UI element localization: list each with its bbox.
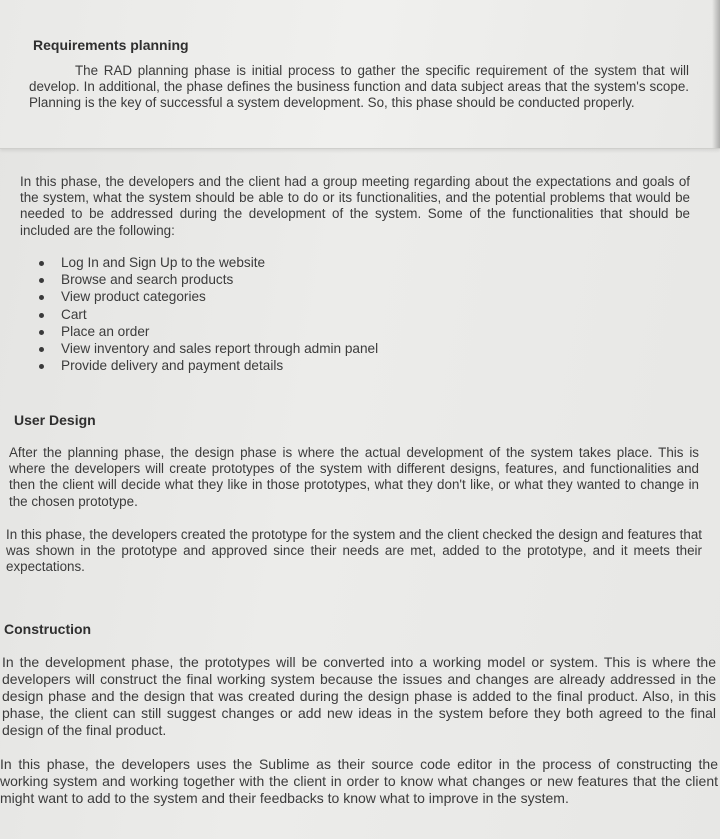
list-item-text: View inventory and sales report through admin panel	[61, 341, 379, 357]
construction-paragraph-2: In this phase, the developers uses the Sublime as their source code editor in the process of constructing the working system and working together with the client in order to know what changes or new features that the client might want to add to the system and their feedbacks to know what to improve in the system.	[0, 756, 718, 806]
list-item	[39, 323, 378, 340]
bullet-icon	[39, 347, 44, 352]
functionalities-list	[39, 254, 378, 374]
user-design-paragraph-2: In this phase, the developers created the prototype for the system and the client checked the design and features that was shown in the prototype and approved since their needs are met, added to the prototype, and it meets their expectations.	[6, 527, 703, 575]
list-item-text: Log In and Sign Up to the website	[61, 255, 266, 270]
bullet-icon	[39, 261, 44, 266]
bullet-icon	[39, 278, 44, 283]
bullet-icon	[39, 364, 44, 369]
user-design-heading: User Design	[14, 412, 96, 428]
requirements-intro-text: The RAD planning phase is initial process to gather the specific requirement of the system that will develop. In additional, the phase defines the business function and data subject areas that the system's scope. Planning is the key of successful a system development. So, this phase should be conducted properly.	[29, 63, 689, 111]
list-item	[39, 254, 378, 271]
list-item	[39, 306, 378, 323]
list-item-text: Place an order	[61, 323, 150, 339]
construction-heading: Construction	[4, 621, 92, 637]
requirements-planning-heading: Requirements planning	[33, 37, 189, 53]
bullet-icon	[39, 330, 44, 335]
list-item-text: Provide delivery and payment details	[61, 358, 284, 374]
list-item-text: Cart	[61, 306, 87, 322]
list-item-text: Browse and search products	[61, 272, 234, 288]
list-item	[39, 271, 378, 288]
bullet-icon	[39, 295, 44, 300]
list-item	[39, 340, 378, 357]
requirements-intro-paragraph	[29, 63, 689, 112]
list-item	[39, 357, 378, 374]
bullet-icon	[39, 313, 44, 318]
list-item-text: View product categories	[61, 289, 206, 305]
list-item	[39, 288, 378, 305]
requirements-body-paragraph: In this phase, the developers and the client had a group meeting regarding about the expectations and goals of the system, what the system should be able to do or its functionalities, and the potential problems that would be needed to be addressed during the development of the system. Some of the functionalities that should be included are the following:	[20, 174, 690, 238]
user-design-paragraph-1: After the planning phase, the design phase is where the actual development of the system takes place. This is where the developers will create prototypes of the system with different designs, features, and functionalities and then the client will decide what they like in those prototypes, what they don't like, or what they wanted to change in the chosen prototype.	[9, 445, 699, 509]
construction-paragraph-1: In the development phase, the prototypes will be converted into a working model or system. This is where the developers will construct the final working system because the issues and changes are already addressed in the design phase and the design that was created during the design phase is added to the final product. Also, in this phase, the client can still suggest changes or add new ideas in the system before they both agreed to the final design of the final product.	[2, 654, 716, 738]
